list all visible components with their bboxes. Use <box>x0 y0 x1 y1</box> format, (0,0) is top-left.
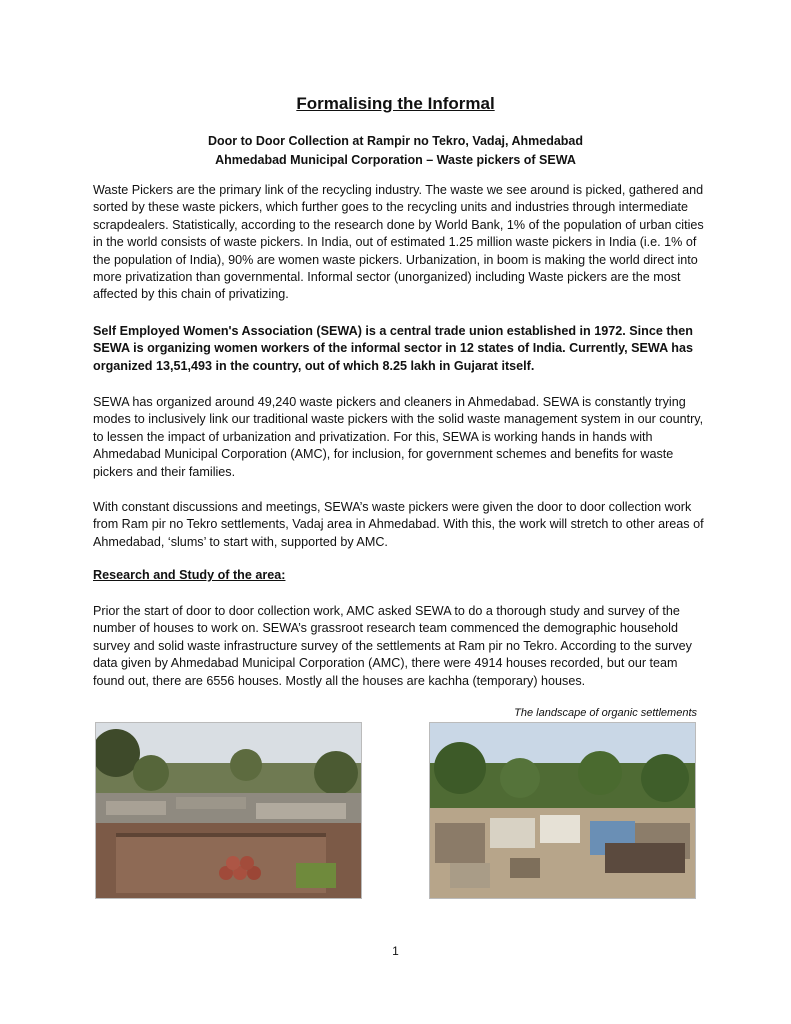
section-heading: Research and Study of the area: <box>93 568 286 582</box>
paragraph-research: Prior the start of door to door collection work, AMC asked SEWA to do a thorough study and survey of the number of houses to work on. SEWA’s grassroot research team commenced the demographic household survey and solid waste infrastructure survey of the settlements at Ram pir no Tekro. According to the survey data given by Ahmedabad Municipal Corporation (AMC), there were 4914 houses recorded, but our team found out, there are 6556 houses. Mostly all the houses are kachha (temporary) houses. <box>93 604 692 688</box>
photo-caption: The landscape of organic settlements <box>514 707 697 719</box>
subtitle-line-2: Ahmedabad Municipal Corporation – Waste pickers of SEWA <box>215 153 576 167</box>
document-title: Formalising the Informal <box>296 94 495 113</box>
paragraph-waste-pickers: Waste Pickers are the primary link of the recycling industry. The waste we see around is picked, gathered and sorted by these waste pickers, which further goes to the recycling units and industries through intermediate scrapdealers. Statistically, according to the research done by World Bank, 1% of the population of urban cities in the world consists of waste pickers. In India, out of estimated 1.25 million waste pickers in India (i.e. 1% of the population of India), 90% are women waste pickers. Urbanization, in boom is making the world direct into more privatization than governmental. Informal sector (unorganized) including Waste pickers are the most affected by this chain of privatizing. <box>93 183 704 302</box>
settlement-photo-left <box>95 722 362 899</box>
paragraph-sewa-intro: Self Employed Women's Association (SEWA) is a central trade union established in 1972. Since then SEWA is organizing women workers of the informal sector in 12 states of India. Currently, SEWA has organized 13,51,493 in the country, out of which 8.25 lakh in Gujarat itself. <box>93 324 693 373</box>
paragraph-sewa-ahmedabad: SEWA has organized around 49,240 waste pickers and cleaners in Ahmedabad. SEWA is constantly trying modes to inclusively link our traditional waste pickers with the solid waste management system in our country, to lessen the impact of urbanization and privatization. For this, SEWA is working hands in hands with Ahmedabad Municipal Corporation (AMC), for inclusion, for government schemes and benefits for waste pickers and their families. <box>93 395 704 479</box>
subtitle-line-1: Door to Door Collection at Rampir no Tekro, Vadaj, Ahmedabad <box>207 134 584 148</box>
settlement-photo-right <box>429 722 696 899</box>
paragraph-door-to-door: With constant discussions and meetings, SEWA’s waste pickers were given the door to door collection work from Ram pir no Tekro settlements, Vadaj area in Ahmedabad. With this, the work will stretch to other areas of Ahmedabad, ‘slums’ to start with, supported by AMC. <box>93 500 704 549</box>
page-number: 1 <box>392 944 399 958</box>
